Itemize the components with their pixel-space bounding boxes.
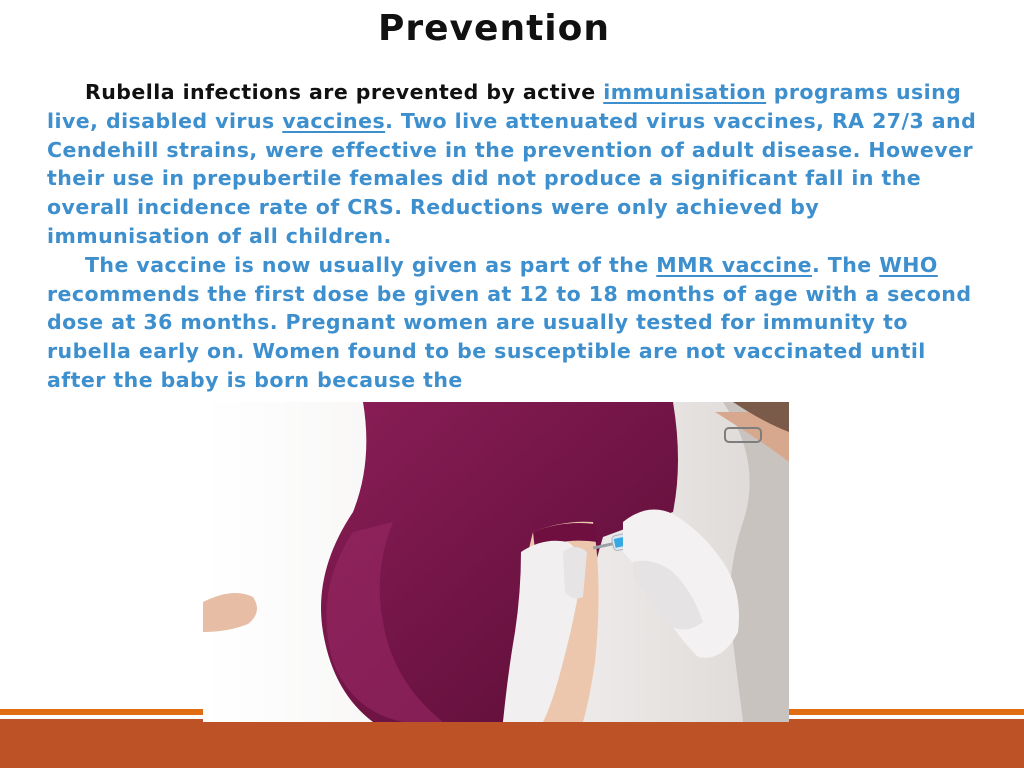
paragraph-lead: Rubella infections are prevented by active (85, 80, 604, 104)
vaccination-photo (203, 402, 789, 722)
footer-band (0, 719, 1024, 768)
immunisation-link[interactable]: immunisation (603, 80, 767, 104)
paragraph-text: recommends the first dose be given at 12 to 18 months of age with a second dose at 36 months. Pregnant women are usually tested for immunity to rubella early on. Women found to be susceptible are not vaccinated until after the baby is born because the (47, 281, 972, 392)
paragraph-text: programs using live, disabled virus (47, 80, 962, 133)
paragraph-mmr (47, 251, 982, 395)
paragraph-immunisation (47, 78, 982, 251)
mmr-vaccine-link[interactable]: MMR vaccine (656, 252, 812, 277)
vaccines-link[interactable]: vaccines (282, 108, 386, 133)
paragraph-text: The vaccine is now usually given as part of the (85, 252, 657, 277)
paragraph-text: . The (811, 252, 880, 277)
slide-title: Prevention (378, 8, 610, 49)
who-link[interactable]: WHO (879, 252, 938, 277)
paragraph-text: . Two live attenuated virus vaccines, RA 27/3 and Cendehill strains, were effective in the prevention of adult disease. However their use in prepubertile females did not produce a significant fall in the overall incidence rate of CRS. Reductions were only achieved by immunisation of all children. (47, 108, 977, 248)
slide-body (47, 78, 982, 395)
